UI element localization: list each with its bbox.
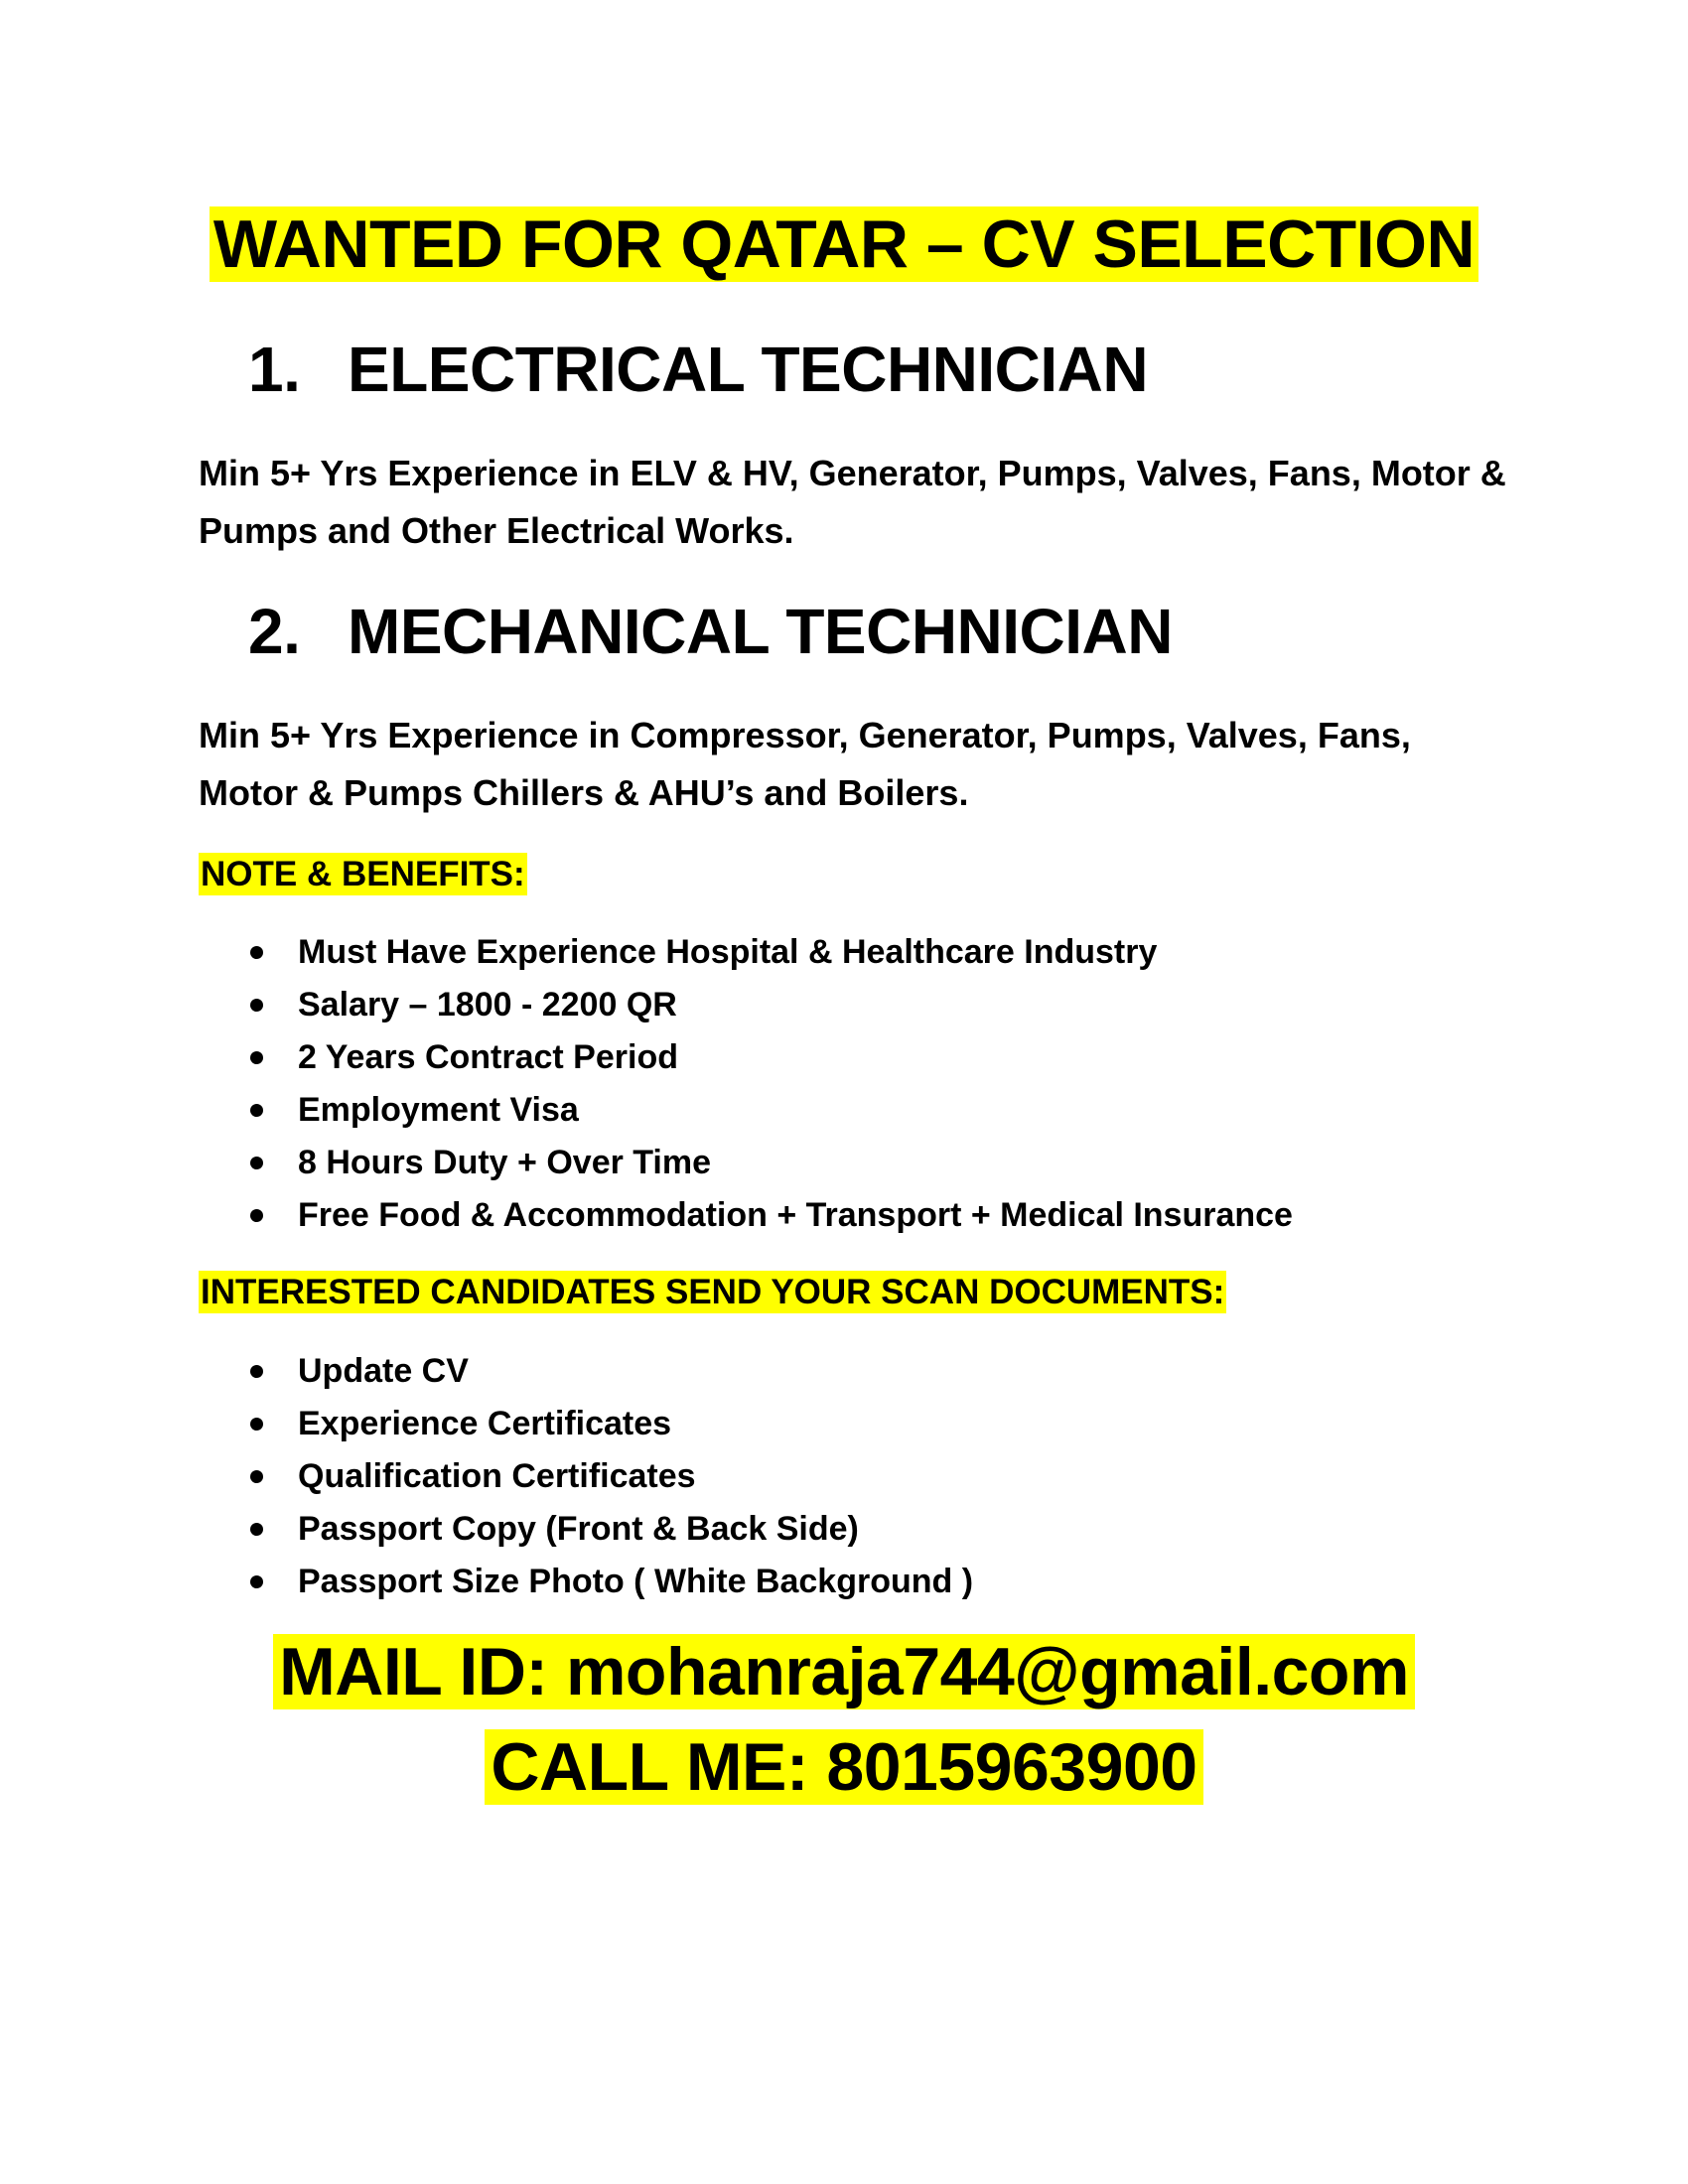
bullet-icon bbox=[250, 1523, 263, 1536]
documents-heading bbox=[199, 1268, 1226, 1317]
position-2-number: 2. bbox=[248, 596, 301, 667]
contact-phone bbox=[0, 1719, 1688, 1815]
page-title-text: WANTED FOR QATAR – CV SELECTION bbox=[210, 206, 1478, 282]
contact-mail bbox=[0, 1624, 1688, 1719]
position-1-title: ELECTRICAL TECHNICIAN bbox=[348, 334, 1149, 405]
list-item: Passport Copy (Front & Back Side) bbox=[248, 1503, 973, 1556]
benefits-heading-text: NOTE & BENEFITS: bbox=[201, 855, 525, 893]
bullet-icon bbox=[250, 1157, 263, 1169]
position-2-title: MECHANICAL TECHNICIAN bbox=[348, 596, 1173, 667]
documents-list bbox=[248, 1345, 973, 1608]
list-item: Qualification Certificates bbox=[248, 1450, 973, 1503]
list-item: Salary – 1800 - 2200 QR bbox=[248, 979, 1293, 1031]
bullet-icon bbox=[250, 1470, 263, 1483]
bullet-icon bbox=[250, 1575, 263, 1588]
documents-heading-text: INTERESTED CANDIDATES SEND YOUR SCAN DOCUMENTS: bbox=[201, 1273, 1225, 1311]
position-2-description: Min 5+ Yrs Experience in Compressor, Generator, Pumps, Valves, Fans, Motor & Pumps Chillers & AHU’s and Boilers. bbox=[199, 715, 1411, 813]
list-item: 8 Hours Duty + Over Time bbox=[248, 1137, 1293, 1189]
contact-mail-text: MAIL ID: mohanraja744@gmail.com bbox=[273, 1634, 1415, 1709]
list-item: Free Food & Accommodation + Transport + Medical Insurance bbox=[248, 1189, 1293, 1242]
bullet-icon bbox=[250, 1051, 263, 1064]
list-item: 2 Years Contract Period bbox=[248, 1031, 1293, 1084]
bullet-icon bbox=[250, 999, 263, 1012]
position-1-heading bbox=[248, 330, 1148, 409]
list-item: Must Have Experience Hospital & Healthcare Industry bbox=[248, 926, 1293, 979]
bullet-icon bbox=[250, 1209, 263, 1222]
position-2-heading bbox=[248, 592, 1173, 671]
position-1-description: Min 5+ Yrs Experience in ELV & HV, Generator, Pumps, Valves, Fans, Motor & Pumps and Other Electrical Works. bbox=[199, 453, 1506, 551]
benefits-list bbox=[248, 926, 1293, 1242]
list-item: Passport Size Photo ( White Background ) bbox=[248, 1556, 973, 1608]
contact-phone-text: CALL ME: 8015963900 bbox=[485, 1729, 1202, 1805]
list-item: Employment Visa bbox=[248, 1084, 1293, 1137]
bullet-icon bbox=[250, 1365, 263, 1378]
list-item: Experience Certificates bbox=[248, 1398, 973, 1450]
list-item: Update CV bbox=[248, 1345, 973, 1398]
page-title bbox=[0, 197, 1688, 292]
bullet-icon bbox=[250, 1418, 263, 1431]
bullet-icon bbox=[250, 946, 263, 959]
bullet-icon bbox=[250, 1104, 263, 1117]
position-1-number: 1. bbox=[248, 334, 301, 405]
benefits-heading bbox=[199, 850, 527, 899]
